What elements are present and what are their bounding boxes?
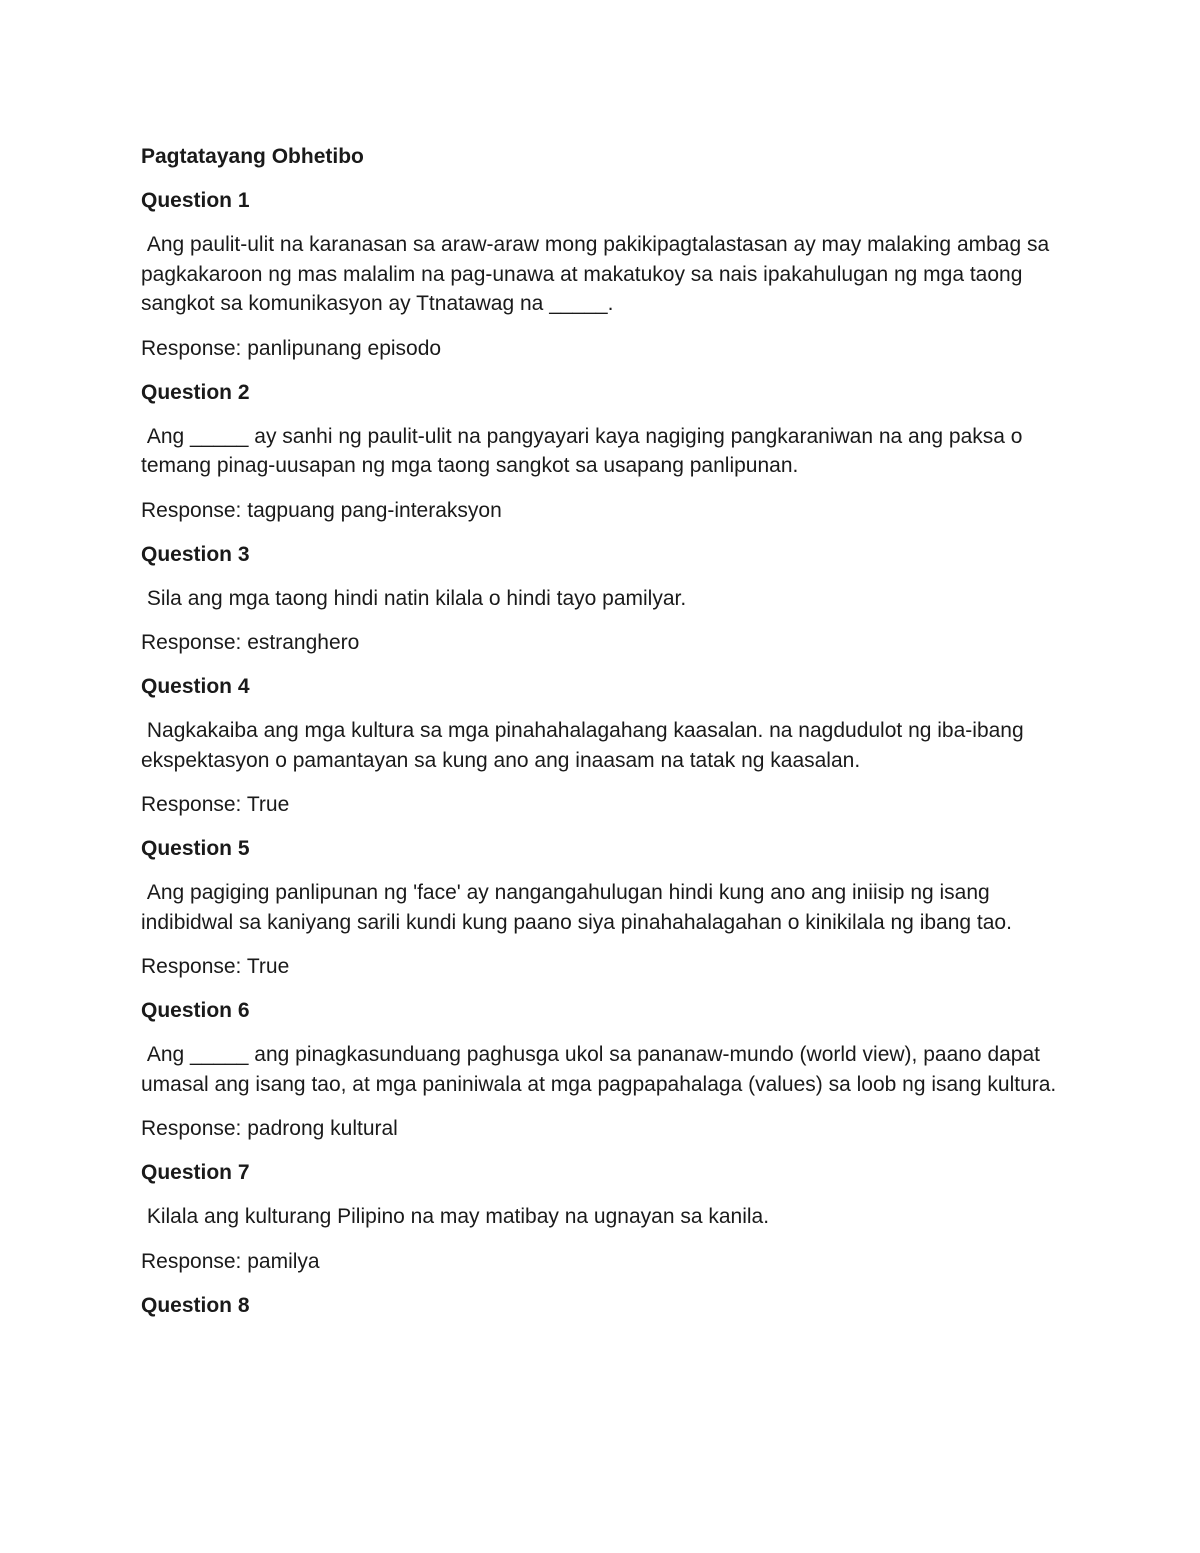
- question-2: [141, 378, 1061, 525]
- question-5: [141, 834, 1061, 981]
- document-title: Pagtatayang Obhetibo: [141, 145, 364, 168]
- question-8: [141, 1291, 1061, 1320]
- question-heading: Question 2: [141, 380, 250, 404]
- question-heading: Question 6: [141, 999, 250, 1022]
- question-7: [141, 1158, 1061, 1276]
- question-response: Response: padrong kultural: [141, 1117, 398, 1140]
- question-text: Ang _____ ay sanhi ng paulit-ulit na pangyayari kaya nagiging pangkaraniwan na ang paksa o temang pinag-uusapan ng mga taong sangkot sa usapang panlipunan.: [141, 424, 1029, 477]
- question-4: [141, 672, 1061, 819]
- question-response: Response: estranghero: [141, 631, 360, 654]
- question-1: [141, 186, 1061, 363]
- question-3: [141, 540, 1061, 658]
- question-response: Response: tagpuang pang-interaksyon: [141, 498, 502, 522]
- question-text: Ang pagiging panlipunan ng 'face' ay nangangahulugan hindi kung ano ang iniisip ng isang indibidwal sa kaniyang sarili kundi kung paano siya pinahahalagahan o kinikilala ng ibang tao.: [141, 881, 1012, 934]
- question-heading: Question 3: [141, 542, 250, 566]
- question-response: Response: True: [141, 793, 290, 816]
- question-response: Response: True: [141, 955, 290, 978]
- question-text: Sila ang mga taong hindi natin kilala o hindi tayo pamilyar.: [141, 586, 687, 610]
- question-heading: Question 8: [141, 1293, 250, 1317]
- question-response: Response: panlipunang episodo: [141, 336, 442, 360]
- question-heading: Question 7: [141, 1161, 250, 1184]
- question-6: [141, 996, 1061, 1143]
- question-text: Ang _____ ang pinagkasunduang paghusga ukol sa pananaw-mundo (world view), paano dapat umasal ang isang tao, at mga paniniwala at mga pagpapahalaga (values) sa loob ng isang kultura.: [141, 1043, 1057, 1096]
- question-response: Response: pamilya: [141, 1249, 320, 1273]
- question-heading: Question 4: [141, 675, 250, 698]
- question-text: Ang paulit-ulit na karanasan sa araw-araw mong pakikipagtalastasan ay may malaking ambag sa pagkakaroon ng mas malalim na pag-unawa at makatukoy sa nais ipakahulugan ng mga taong sangkot sa komunikasyon ay Ttnatawag na _____.: [141, 233, 1056, 315]
- document-page: [141, 142, 1061, 1335]
- question-heading: Question 5: [141, 837, 250, 860]
- question-heading: Question 1: [141, 189, 250, 212]
- question-text: Kilala ang kulturang Pilipino na may matibay na ugnayan sa kanila.: [141, 1205, 770, 1228]
- question-text: Nagkakaiba ang mga kultura sa mga pinahahalagahang kaasalan. na nagdudulot ng iba-ibang ekspektasyon o pamantayan sa kung ano ang inaasam na tatak ng kaasalan.: [141, 719, 1030, 772]
